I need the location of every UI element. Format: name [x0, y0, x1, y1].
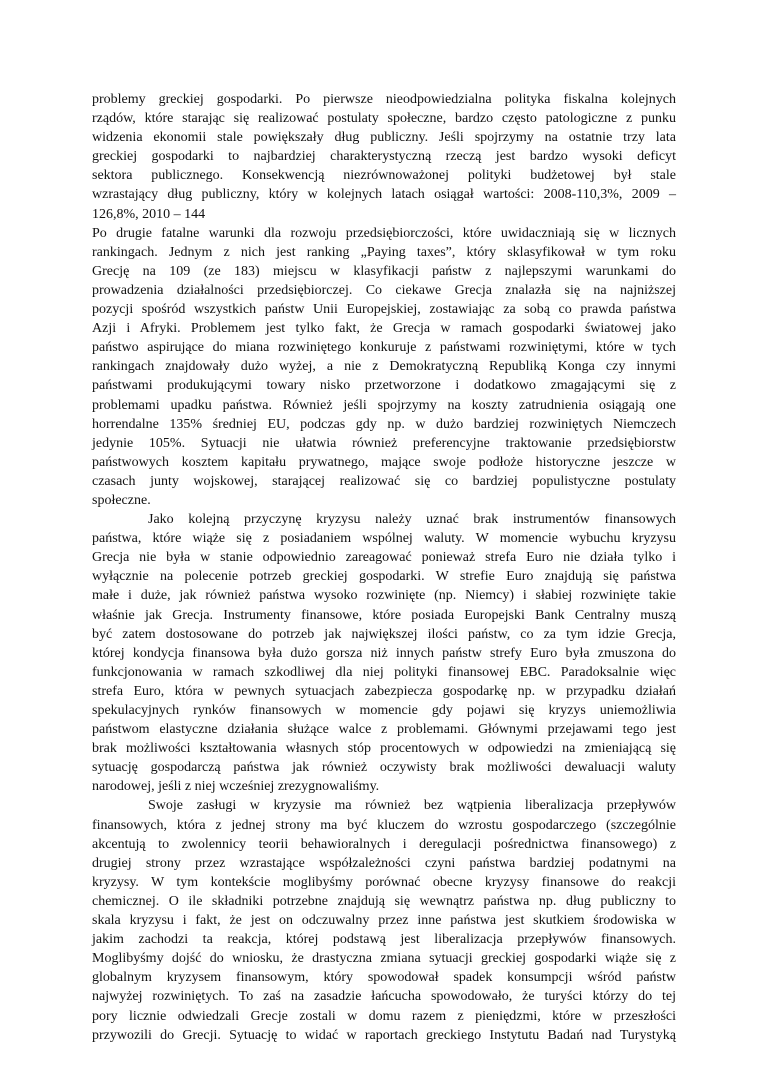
text-line: brak możliwości kształtowania własnych stóp procentowych w odpowiedzi na zmieniającą się	[92, 741, 676, 757]
text-line: wzrastający dług publiczny, który w kolejnych latach osiągał wartości: 2008-110,3%, 2009 –	[92, 187, 676, 203]
text-line: państwami produkującymi towary nisko przetworzone i dodatkowo zmagającymi się z	[92, 378, 676, 394]
text-line: najwyżej rozwiniętych. To zaś na zasadzie łańcucha spowodowało, że turyści którzy do tej	[92, 989, 676, 1005]
text-line: problemami upadku państwa. Również jeśli spojrzymy na koszty zatrudnienia osiągają one	[92, 397, 676, 413]
text-line: skala kryzysu i fakt, że jest on odczuwalny przez inne państwa jest skutkiem środowiska w	[92, 913, 676, 929]
text-line: sytuację gospodarczą państwa jak również oczywisty brak możliwości dewaluacji waluty	[92, 760, 676, 776]
text-line: horrendalne 135% średniej EU, podczas gdy np. w dużo bardziej rozwiniętych Niemczech	[92, 416, 676, 432]
text-line: finansowych, która z jednej strony ma być kluczem do wzrostu gospodarczego (szczególnie	[92, 817, 676, 833]
text-line: jedynie 105%. Sytuacji nie ułatwia również preferencyjne traktowanie przedsiębiorstw	[92, 435, 676, 451]
text-line: być zatem dostosowane do potrzeb jak największej ilości państw, co za tym idzie Grecja,	[92, 626, 676, 642]
text-line: pory licznie odwiedzali Grecje zostali w domu razem z pieniędzmi, które w przeszłości	[92, 1008, 676, 1024]
text-line: kryzysy. W tym kontekście moglibyśmy porównać obecne kryzysy finansowe do reakcji	[92, 874, 676, 890]
text-line: społeczne.	[92, 492, 151, 508]
text-line: Azji i Afryki. Problemem jest tylko fakt, że Grecja w ramach gospodarki światowej jako	[92, 321, 676, 337]
text-line: 126,8%, 2010 – 144	[92, 206, 206, 222]
text-line: wyłącznie na polecenie potrzeb greckiej gospodarki. W strefie Euro znajdują się państwa	[92, 569, 676, 585]
text-line: narodowej, jeśli z niej wcześniej zrezygnowaliśmy.	[92, 779, 380, 795]
text-line: Po drugie fatalne warunki dla rozwoju przedsiębiorczości, które uwidaczniają się w licznych	[92, 225, 676, 241]
text-line: Grecję na 109 (ze 183) miejscu w klasyfikacji państw z najlepszymi warunkami do	[92, 263, 676, 279]
text-line: spekulacyjnych rynków finansowych w momencie gdy pojawi się kryzys uniemożliwia	[92, 703, 676, 718]
text-line: właśnie jak Grecja. Instrumenty finansowe, które posiada Europejski Bank Centralny muszą	[92, 607, 676, 623]
text-line: chemicznej. O ile składniki potrzebne znajdują się wewnątrz państwa np. dług publiczny to	[92, 893, 676, 909]
text-line: problemy greckiej gospodarki. Po pierwsze nieodpowiedzialna polityka fiskalna kolejnych	[92, 92, 676, 107]
text-line: Swoje zasługi w kryzysie ma również bez wątpienia liberalizacja przepływów	[148, 798, 676, 814]
text-line: małe i duże, jak również państwa wysoko rozwinięte (np. Niemcy) i słabiej rozwinięte takie	[92, 588, 676, 604]
text-line: rankingach znajdowały dużo wyżej, a nie z Demokratyczną Republiką Konga czy innymi	[92, 359, 676, 375]
text-line: rządów, które starając się realizować postulaty społeczne, bardzo często patologiczne z punku	[92, 111, 676, 127]
text-line: globalnym kryzysem finansowym, który spowodował spadek konsumpcji wśród państw	[92, 970, 676, 986]
text-line: rankingach. Jednym z nich jest ranking „Paying taxes”, który sklasyfikował w tym roku	[92, 244, 676, 260]
text-line: czasach junty wojskowej, starającej realizować się co bardziej populistyczne postulaty	[92, 473, 676, 489]
text-line: państwowych kosztem kapitału prywatnego, mające swoje podłoże historyczne jeszcze w	[92, 454, 676, 470]
text-line: państwom elastyczne działania służące walce z problemami. Głównymi przejawami tego jest	[92, 722, 676, 738]
text-line: greckiej gospodarki to najbardziej charakterystyczną rzeczą jest bardzo wysoki deficyt	[92, 149, 676, 165]
text-line: akcentują to zwolennicy teorii behawioralnych i deregulacji pośrednictwa finansowego) z	[92, 836, 676, 852]
text-line: państwa, które wiąże się z posiadaniem wspólnej waluty. W momencie wybuchu kryzysu	[92, 531, 676, 547]
text-line: widzenia ekonomii stale powiększały dług publiczny. Jeśli spojrzymy na ostatnie trzy lata	[92, 130, 676, 146]
text-line: funkcjonowania w ramach szkodliwej dla niej polityki finansowej EBC. Paradoksalnie więc	[92, 664, 676, 680]
text-line: Grecja nie była w stanie odpowiednio zareagować ponieważ strefa Euro nie działa tylko i	[92, 550, 676, 566]
text-line: przywozili do Grecji. Sytuację to widać w raportach greckiego Instytutu Badań nad Turystyką	[92, 1027, 676, 1043]
text-line: drugiej strony przez wzrastające współzależności czyni państwa bardziej podatnymi na	[92, 855, 676, 871]
text-line: której kondycja finansowa była dużo gorsza niż innych państw strefy Euro była zmuszona do	[92, 645, 676, 661]
text-line: prowadzenia działalności przedsiębiorczej. Co ciekawe Grecja znalazła się na najniższej	[92, 282, 676, 298]
text-line: Moglibyśmy dojść do wniosku, że drastyczna zmiana sytuacji greckiej gospodarki wiąże się z	[92, 951, 676, 967]
text-line: jakim zachodzi ta reakcja, której podstawą jest liberalizacja przepływów finansowych.	[92, 932, 676, 948]
text-line: państwo aspirujące do miana rozwiniętego konkuruje z państwami rozwiniętymi, które w tych	[92, 340, 676, 356]
document-page	[92, 90, 676, 1045]
text-line: pozycji spośród wszystkich państw Unii Europejskiej, zostawiając za sobą co prawda państwa	[92, 302, 676, 318]
text-line: strefa Euro, która w pewnych sytuacjach zabezpiecza gospodarkę np. w przypadku działań	[92, 683, 676, 699]
text-line: sektora publicznego. Konsekwencją niezrównoważonej polityki budżetowej był stale	[92, 168, 676, 184]
text-line: Jako kolejną przyczynę kryzysu należy uznać brak instrumentów finansowych	[148, 512, 676, 528]
